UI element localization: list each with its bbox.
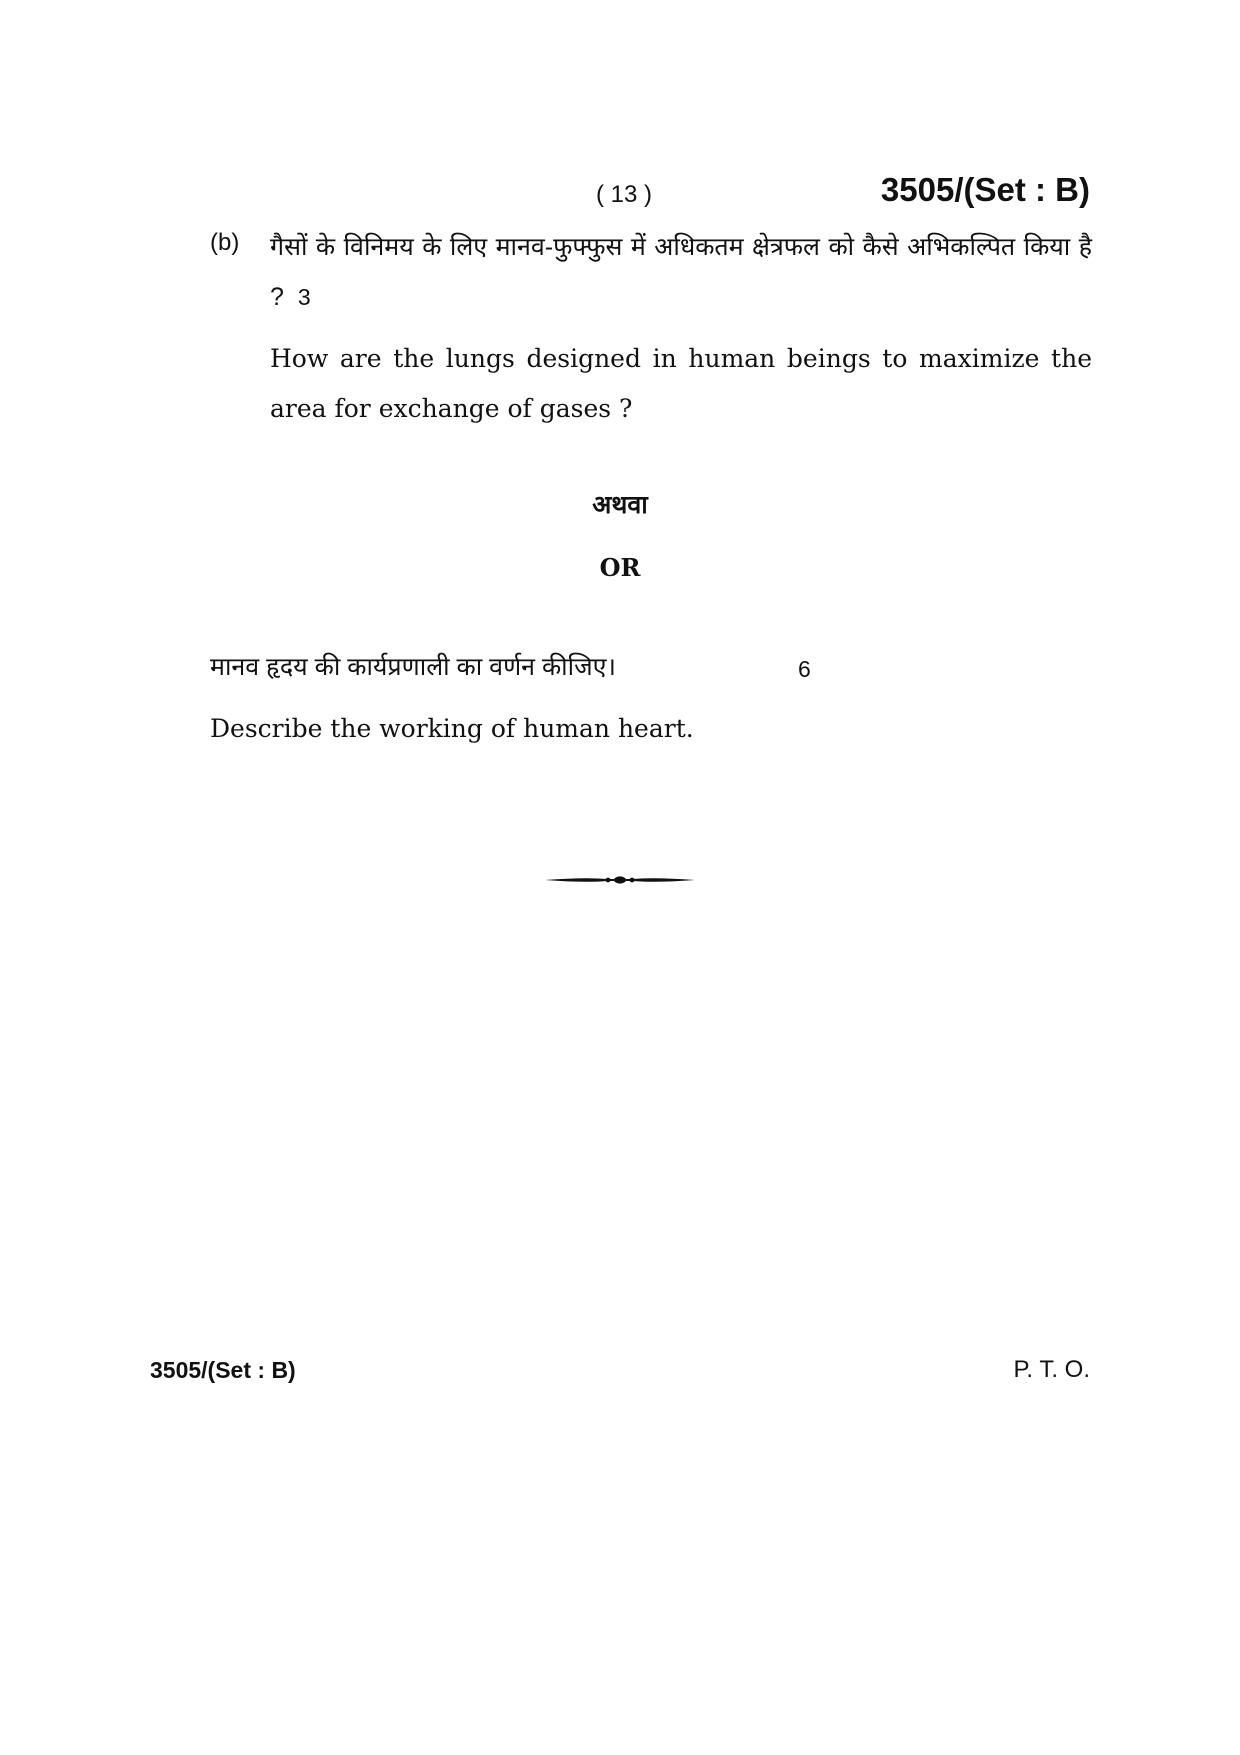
or-hindi: अथवा — [592, 491, 648, 519]
alternative-english: Describe the working of human heart. — [210, 714, 694, 743]
pto-label: P. T. O. — [1013, 1356, 1090, 1383]
question-label: (b) — [210, 229, 240, 256]
question-hindi — [270, 222, 1092, 322]
or-english: OR — [599, 553, 641, 582]
alternative-hindi: मानव हृदय की कार्यप्रणाली का वर्णन कीजिए। — [210, 653, 616, 681]
page-number: ( 13 ) — [596, 181, 653, 208]
set-code-header: 3505/(Set : B) — [880, 171, 1090, 208]
set-code-footer: 3505/(Set : B) — [150, 1357, 296, 1383]
alternative-marks: 6 — [798, 656, 811, 682]
end-ornament-icon — [545, 868, 695, 892]
question-english: How are the lungs designed in human beings to maximize the area for exchange of gases ? — [270, 344, 1092, 423]
question-hindi-text: गैसों के विनिमय के लिए मानव-फुफ्फुस में अधिकतम क्षेत्रफल को कैसे अभिकल्पित किया है ? — [270, 233, 1092, 311]
question-marks: 3 — [297, 284, 311, 310]
